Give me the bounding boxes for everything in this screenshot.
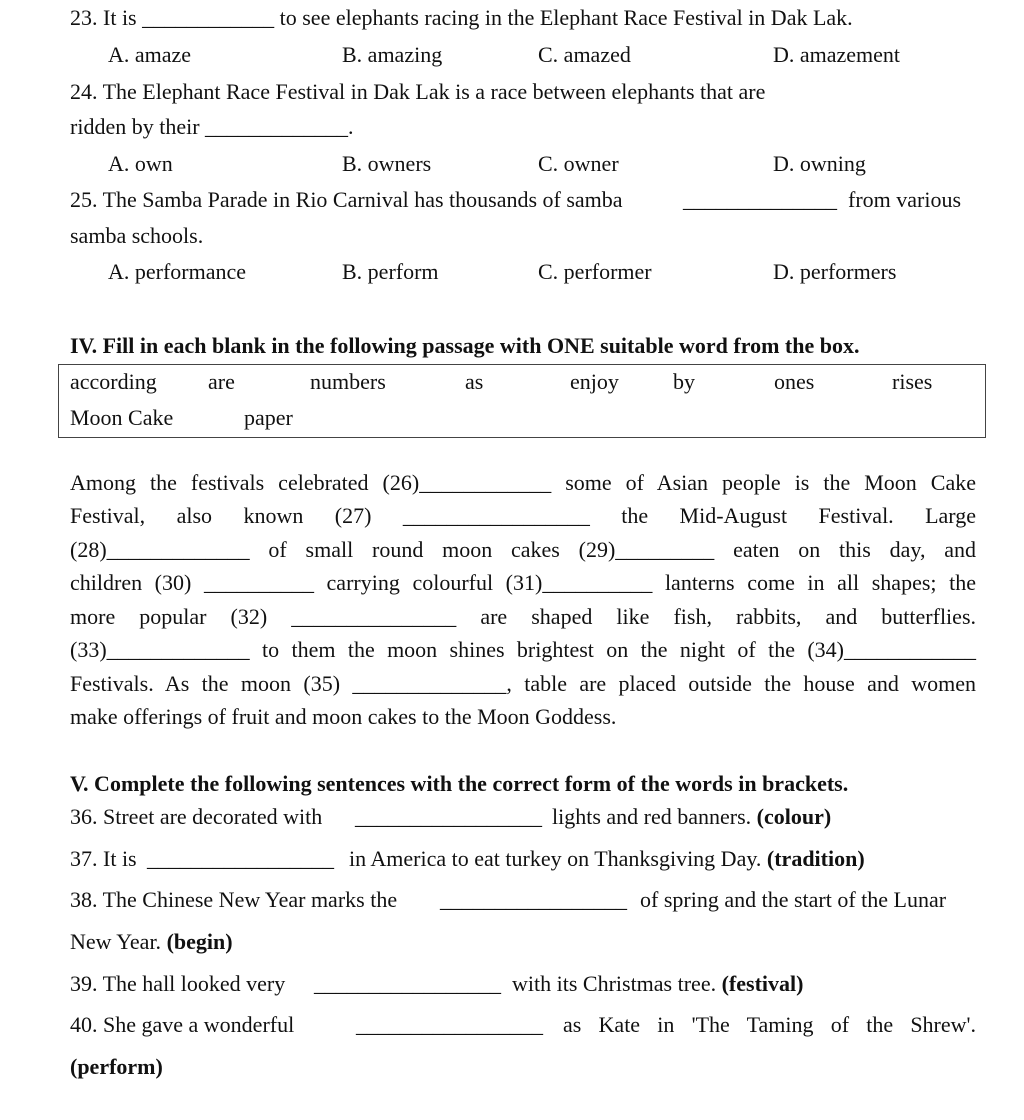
q39-blank[interactable]: _________________	[314, 971, 501, 996]
passage-line-8: make offerings of fruit and moon cakes to the Moon Goddess.	[70, 704, 617, 729]
q38-line-2-words: New Year.	[70, 929, 162, 954]
q23-option-c[interactable]: C. amazed	[538, 42, 631, 67]
q24-line-1: 24. The Elephant Race Festival in Dak Lak is a race between elephants that are	[70, 79, 766, 104]
q40-blank[interactable]: _________________	[356, 1012, 543, 1037]
section-5-heading: V. Complete the following sentences with the correct form of the words in brackets.	[70, 771, 849, 796]
box-word-numbers: numbers	[310, 369, 386, 394]
question-23-stem	[70, 5, 853, 31]
q24-option-b[interactable]: B. owners	[342, 151, 432, 176]
q38-blank[interactable]: _________________	[440, 887, 627, 912]
passage-line-6: (33)_____________ to them the moon shines brightest on the night of the (34)____________	[70, 637, 976, 662]
q39-text-b-words: with its Christmas tree.	[512, 971, 717, 996]
box-word-as: as	[465, 369, 484, 394]
passage-line-5: more popular (32) _______________ are shaped like fish, rabbits, and butterflies.	[70, 604, 976, 629]
q24-option-d[interactable]: D. owning	[773, 151, 866, 176]
q23-option-a[interactable]: A. amaze	[108, 42, 192, 67]
q38-text-b: of spring and the start of the Lunar	[640, 887, 947, 912]
q39-text-a: 39. The hall looked very	[70, 971, 286, 996]
box-word-according: according	[70, 369, 157, 394]
q23-text-b: to see elephants racing in the Elephant Race Festival in Dak Lak.	[274, 5, 853, 30]
word-box	[58, 364, 986, 438]
q36-blank[interactable]: _________________	[355, 804, 542, 829]
q25-option-b[interactable]: B. perform	[342, 259, 439, 284]
passage-line-2: Festival, also known (27) _________________ the Mid-August Festival. Large	[70, 503, 976, 528]
q25-text-a: 25. The Samba Parade in Rio Carnival has thousands of samba	[70, 187, 623, 212]
q38-line-2	[70, 929, 233, 955]
q39-hint: (festival)	[721, 971, 804, 996]
q36-hint: (colour)	[756, 804, 832, 829]
q37-hint: (tradition)	[766, 846, 865, 871]
box-word-ones: ones	[774, 369, 815, 394]
q38-hint: (begin)	[166, 929, 233, 954]
q25-option-a[interactable]: A. performance	[108, 259, 247, 284]
q37-blank[interactable]: _________________	[147, 846, 334, 871]
passage-line-3: (28)_____________ of small round moon cakes (29)_________ eaten on this day, and	[70, 537, 976, 562]
q25-option-c[interactable]: C. performer	[538, 259, 652, 284]
q25-line-2: samba schools.	[70, 223, 204, 248]
q38-text-a: 38. The Chinese New Year marks the	[70, 887, 398, 912]
q37-text-b	[349, 846, 865, 872]
passage-line-7: Festivals. As the moon (35) ______________, table are placed outside the house and women	[70, 671, 976, 696]
q40-text-b: as Kate in 'The Taming of the Shrew'.	[563, 1012, 976, 1037]
q23-option-b[interactable]: B. amazing	[342, 42, 443, 67]
box-word-rises: rises	[892, 369, 933, 394]
q24-option-a[interactable]: A. own	[108, 151, 173, 176]
box-word-by: by	[673, 369, 695, 394]
q23-option-d[interactable]: D. amazement	[773, 42, 901, 67]
q23-blank[interactable]: ____________	[142, 5, 275, 30]
passage-line-4: children (30) __________ carrying colourful (31)__________ lanterns come in all shapes; the	[70, 570, 976, 595]
q25-blank[interactable]: ______________	[683, 187, 837, 212]
q24-line-2: ridden by their _____________.	[70, 114, 354, 139]
q39-text-b	[512, 971, 803, 997]
box-word-moon-cake: Moon Cake	[70, 405, 174, 430]
q37-text-b-words: in America to eat turkey on Thanksgiving Day.	[349, 846, 762, 871]
section-4-heading: IV. Fill in each blank in the following passage with ONE suitable word from the box.	[70, 333, 860, 358]
q23-text-a: 23. It is	[70, 5, 143, 30]
q40-hint: (perform)	[70, 1054, 163, 1079]
q36-text-b	[552, 804, 831, 830]
box-word-enjoy: enjoy	[570, 369, 619, 394]
q25-option-d[interactable]: D. performers	[773, 259, 897, 284]
q36-text-a: 36. Street are decorated with	[70, 804, 323, 829]
q25-text-b: from various	[848, 187, 962, 212]
box-word-are: are	[208, 369, 235, 394]
box-word-paper: paper	[244, 405, 293, 430]
q36-text-b-words: lights and red banners.	[552, 804, 752, 829]
passage-line-1: Among the festivals celebrated (26)____________ some of Asian people is the Moon Cake	[70, 470, 976, 495]
q37-text-a: 37. It is	[70, 846, 137, 871]
q40-text-a: 40. She gave a wonderful	[70, 1012, 295, 1037]
q24-option-c[interactable]: C. owner	[538, 151, 619, 176]
